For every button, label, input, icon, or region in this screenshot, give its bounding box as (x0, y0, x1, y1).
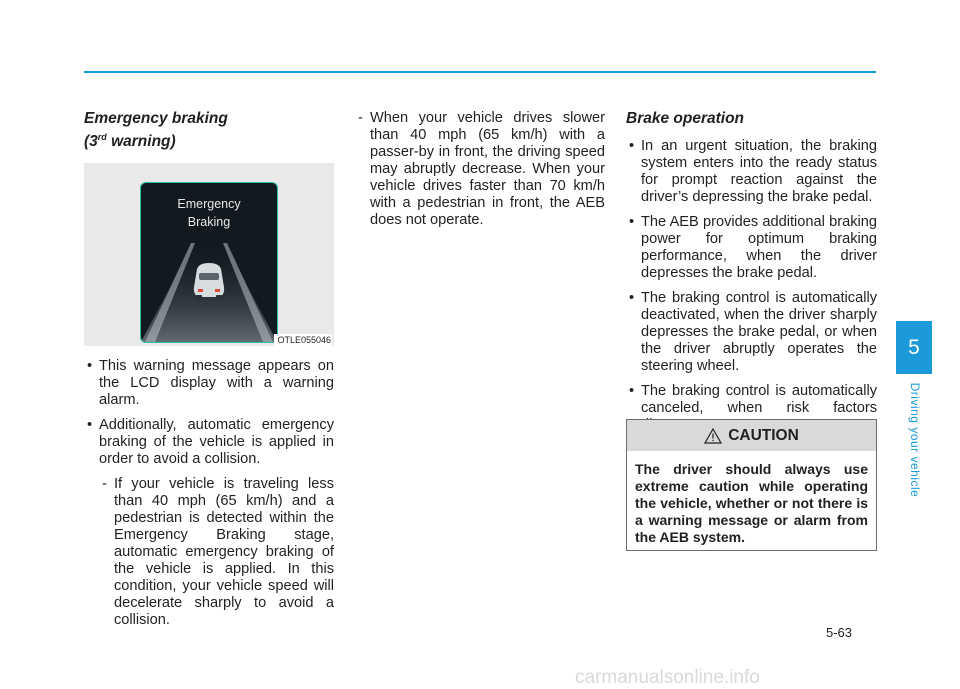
list-item: • The braking control is automatically canceled, when risk factors (626, 383, 877, 434)
caution-text: The driver should always use extreme caution while operating the vehicle, whether or not there is a warning message or alarm from the AEB system. (635, 461, 868, 545)
chapter-label: Driving your vehicle (908, 382, 922, 498)
heading-suffix: warning) (106, 133, 176, 151)
watermark: carmanualsonline.info (575, 667, 760, 688)
column-left (84, 110, 334, 629)
heading-line1: Emergency braking (84, 110, 228, 127)
display-line-2: Braking (187, 215, 231, 230)
section-heading-emergency-braking (84, 110, 334, 151)
car-icon (194, 263, 224, 300)
heading-prefix: (3 (84, 133, 98, 151)
section-heading-brake-operation: Brake operation (626, 110, 745, 127)
display-line-1: Emergency (177, 197, 241, 212)
figure-code: OTLE055046 (274, 334, 332, 346)
road-car-illustration (141, 183, 277, 342)
list-item: • In an urgent situation, the braking system enters into the ready status for prompt reaction against the driver’s depressing the brake pedal. (626, 138, 877, 206)
column-right (626, 110, 877, 442)
dash-item: - If your vehicle is traveling less than 40 mph (65 km/h) and a pedestrian is detected within the Emergency Braking stage, automatic emergency braking of the vehicle is applied. In this condition, your vehicle speed will decelerate sharply to avoid a collision. (99, 476, 334, 629)
list-item: • This warning message appears on the LCD display with a warning alarm. (84, 358, 334, 409)
cluster-figure (84, 163, 334, 346)
caution-header (627, 420, 876, 451)
column-middle (355, 110, 605, 229)
top-rule (84, 71, 876, 73)
warning-bullets (84, 358, 334, 468)
heading-superscript: rd (97, 132, 107, 142)
list-item: • The AEB provides additional braking power for optimum braking performance, when the driver depresses the brake pedal. (626, 214, 877, 282)
chapter-number: 5 (908, 335, 920, 359)
caution-box (626, 419, 877, 551)
cluster-display (140, 182, 278, 343)
dash-item: - When your vehicle drives slower than 40 mph (65 km/h) with a passer-by in front, the driving speed may abruptly decrease. When your vehicle drives faster than 70 km/h with a pedestrian in front, the AEB does not operate. (355, 110, 605, 229)
warning-triangle-icon (704, 428, 722, 444)
chapter-tab (896, 321, 932, 374)
page-number: 5-63 (826, 625, 853, 640)
brake-bullets (626, 138, 877, 434)
list-item: • The braking control is automatically deactivated, when the driver sharply depresses the brake pedal, or when the driver abruptly operates the steering wheel. (626, 290, 877, 375)
list-item: • Additionally, automatic emergency braking of the vehicle is applied in order to avoid a collision. (84, 417, 334, 468)
caution-title: CAUTION (728, 426, 799, 444)
